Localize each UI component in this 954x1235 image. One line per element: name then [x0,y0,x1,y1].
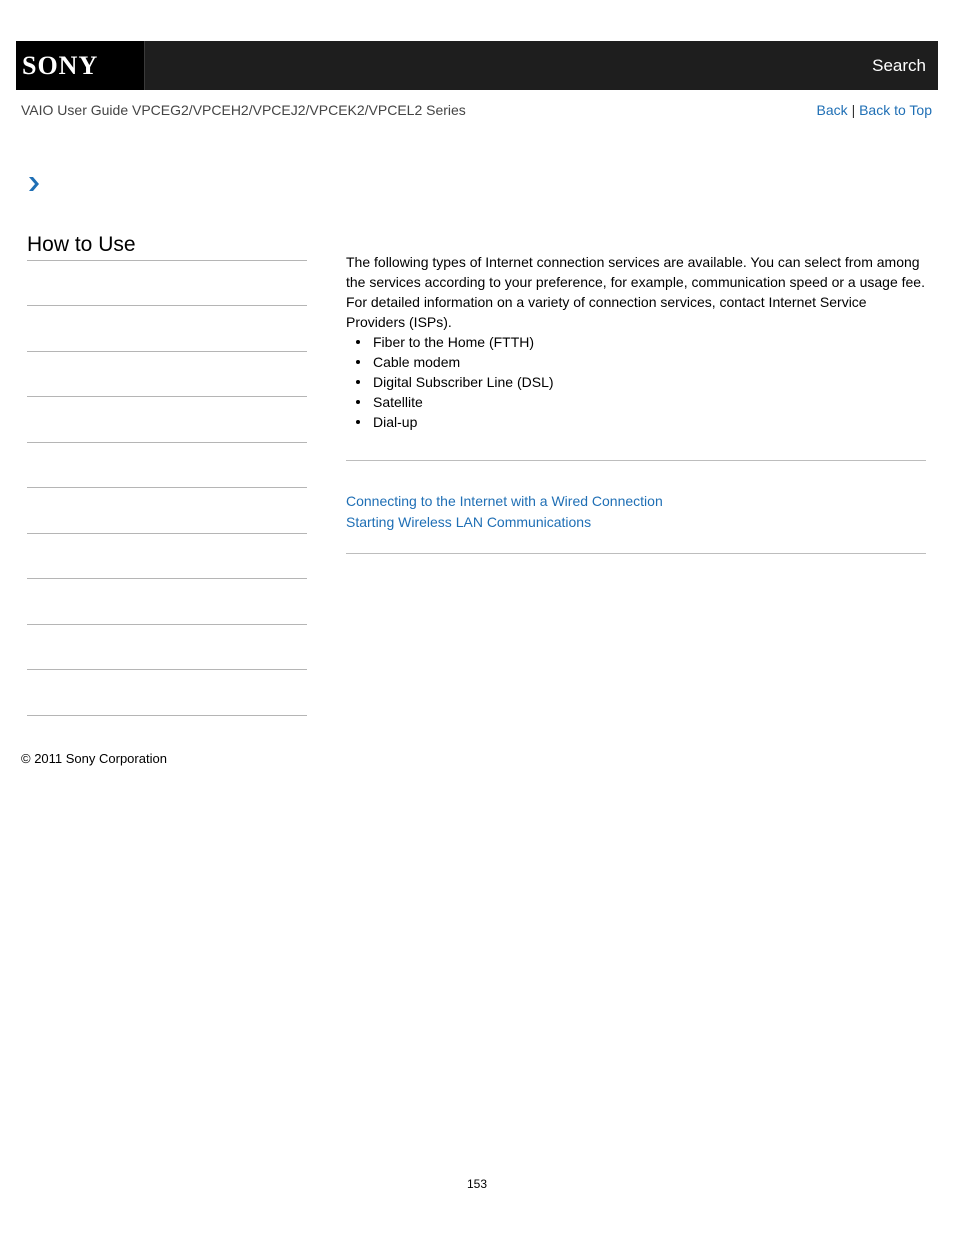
sidebar-divider [27,669,307,670]
related-link-wired-connection[interactable]: Connecting to the Internet with a Wired Connection [346,493,663,509]
chevron-right-icon[interactable] [27,176,41,192]
guide-title: VAIO User Guide VPCEG2/VPCEH2/VPCEJ2/VPCEK2/VPCEL2 Series [21,102,466,118]
sidebar-divider [27,624,307,625]
sidebar-divider [27,351,307,352]
list-item [346,392,926,412]
content-divider [346,460,926,461]
back-link[interactable]: Back [816,102,848,118]
page-number: 153 [466,1177,488,1191]
bullet-icon [356,380,360,384]
list-item-label: Cable modem [373,354,461,370]
related-links [346,491,663,533]
list-item [346,332,926,352]
sidebar-divider [27,578,307,579]
bullet-icon [356,400,360,404]
copyright: © 2011 Sony Corporation [21,751,167,766]
services-list [346,332,926,432]
list-item-label: Dial-up [373,414,418,430]
logo-text: SONY [22,51,99,80]
sidebar-divider [27,305,307,306]
sony-logo[interactable] [16,41,145,90]
related-link-wireless-lan[interactable]: Starting Wireless LAN Communications [346,514,592,530]
sidebar-divider [27,533,307,534]
sidebar-divider [27,396,307,397]
search-button[interactable]: Search [872,56,926,75]
sidebar-divider [27,487,307,488]
section-title: How to Use [27,233,136,256]
list-item-label: Digital Subscriber Line (DSL) [373,374,554,390]
list-item-label: Satellite [373,394,423,410]
sidebar-divider [27,442,307,443]
intro-paragraph: The following types of Internet connection services are available. You can select from among the services according to your preference, for example, communication speed or a usage fee. For detailed information on a variety of connection services, contact Internet Service Providers (ISPs). [346,254,925,330]
list-item [346,412,926,432]
nav-separator: | [851,102,856,118]
bullet-icon [356,420,360,424]
main-content [346,252,926,432]
bullet-icon [356,340,360,344]
list-item [346,372,926,392]
sidebar-divider [27,715,307,716]
content-divider [346,553,926,554]
list-item [346,352,926,372]
list-item-label: Fiber to the Home (FTTH) [373,334,535,350]
nav-links [817,102,932,118]
bullet-icon [356,360,360,364]
back-to-top-link[interactable]: Back to Top [859,102,932,118]
sidebar-divider [27,260,307,261]
top-bar [16,41,938,90]
